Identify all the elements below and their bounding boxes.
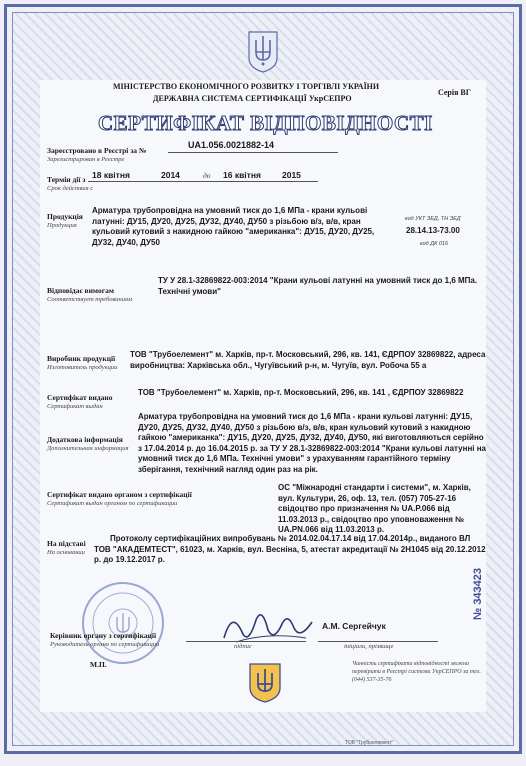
registry-number: UA1.056.0021882-14 [188,140,275,150]
handwritten-signature-icon [218,602,318,650]
certification-seal-icon [80,580,166,666]
manufacturer-label: Виробник продукції [47,354,116,363]
term-to-label: до [203,171,211,180]
term-sublabel: Срок действия с [47,185,94,192]
series-label: Серія ВГ [438,88,471,97]
footer-company: ТОВ "Трубоелемент" [345,740,394,746]
product-sublabel: Продукция [47,222,77,229]
issued-to-label: Сертифікат видано [47,393,113,402]
issued-to-sublabel: Сертификат выдан [47,403,103,410]
serial-number: № 343423 [472,567,484,620]
product-label: Продукція [47,212,83,221]
conformity-sublabel: Соответствует требованиям [47,296,133,303]
term-label: Термін дії з [47,175,86,184]
signature-caption: підпис [234,643,252,650]
manufacturer-sublabel: Изготовитель продукции [47,364,118,371]
certificate-title: СЕРТИФІКАТ ВІДПОВІДНОСТІ [98,111,433,135]
term-from-day: 18 квітня [92,170,130,180]
body-sublabel: Сертификат выдан органом по сертификации [47,500,178,507]
signature-label: Керівник органу з сертифікації [50,631,157,640]
signatory-name: А.М. Сергейчук [322,621,386,631]
body-text: ОС "Міжнародні стандарти і системи", м. Харків, вул. Культури, 26, оф. 13, тел. (057) 705-27-16 свідоцтво про призначення № UA.P.066 від 11.03.2013 р., свідоцтво про уповноваження № UA.PN.066 від 11.03.2013 р. [278,483,471,534]
conformity-label: Відповідає вимогам [47,286,114,295]
term-from-year: 2014 [161,170,180,180]
additional-sublabel: Дополнительная информация [47,445,129,452]
basis-sublabel: На основании [47,549,85,556]
registry-label: Зареєстровано в Реєстрі за № [47,146,147,155]
stamp-place-label: М.П. [90,660,107,669]
issued-to-text: ТОВ "Трубоелемент" м. Харків, пр-т. Московський, 296, кв. 141 , ЄДРПОУ 32869822 [138,388,464,397]
trident-emblem-icon [246,30,280,74]
ukrsepro-emblem-icon [247,662,283,704]
product-code: 28.14.13-73.00 [406,226,460,235]
basis-label: На підставі [47,539,86,548]
product-code-label-2: код ДК 016 [420,241,449,247]
name-caption: ініціали, прізвище [344,643,394,650]
product-code-label: код УКТ ЗЕД, ТН ЗЕД [405,216,461,222]
conformity-text: ТУ У 28.1-32869822-003:2014 "Крани кульові латунні на умовний тиск до 1,6 МПа. Технічні умови" [158,276,478,296]
manufacturer-text: ТОВ "Трубоелемент" м. Харків, пр-т. Московський, 296, кв. 141, ЄДРПОУ 32869822, адреса виробництва: Харківська обл., Чугуївський р-н, м. Чугуїв, вул. Робоча 55 а [130,350,486,370]
ministry-title: МІНІСТЕРСТВО ЕКОНОМІЧНОГО РОЗВИТКУ І ТОРГІВЛІ УКРАЇНИ [113,82,380,91]
additional-text: Арматура трубопровідна на умовний тиск до 1,6 МПа - крани кульові латунні: ДУ15, ДУ20, ДУ25, ДУ32, ДУ40, ДУ50 з різьбою в/з, в/в, кран кульовий кутовий з накидною гайкою "американка": ДУ15, ДУ20, ДУ25, ДУ32, ДУ40, ДУ50, які виготовляються серійно з 17.04.2014 р. до 16.04.2015 р. за ТУ У 28.1-32869822-003:2014 "Крани кульові латунні на умовний тиск до 1,6 МПа. Технічні умови" з урахуванням гарантійного терміну зберігання, технічний нагляд один раз на рік. [138,412,486,474]
registry-sublabel: Зарегистрирован в Реестре [47,156,125,163]
product-text: Арматура трубопровідна на умовний тиск до 1,6 МПа - крани кульові латунні: ДУ15, ДУ20, ДУ25, ДУ32, ДУ40, ДУ50 з різьбою в/з, в/в, кран кульовий кутовий з накидною гайкою "американка": ДУ15, ДУ20, ДУ25, ДУ32, ДУ40, ДУ50 [92,206,375,247]
additional-label: Додаткова інформація [47,435,123,444]
term-to-day: 16 квітня [223,170,261,180]
basis-text: Протоколу сертифікаційних випробувань № 2014.02.04.17.14 від 17.04.2014р., виданого ВЛ ТОВ "АКАДЕМТЕСТ", 61023, м. Харків, вул. Весніна, 5, атестат акредитації № 2Н1045 від 20.12.2012 р. до 19.12.2017 р. [94,534,486,564]
term-to-year: 2015 [282,170,301,180]
validity-note: Чинність сертифіката відповідності можна перевірити в Реєстрі системи УкрСЕПРО за тел. (044) 537-35-76 [352,661,481,683]
system-title: ДЕРЖАВНА СИСТЕМА СЕРТИФІКАЦІЇ УкрСЕПРО [153,94,352,103]
signature-sublabel: Руководитель органа по сертификации [50,641,160,648]
body-label: Сертифікат видано органом з сертифікації [47,490,192,499]
